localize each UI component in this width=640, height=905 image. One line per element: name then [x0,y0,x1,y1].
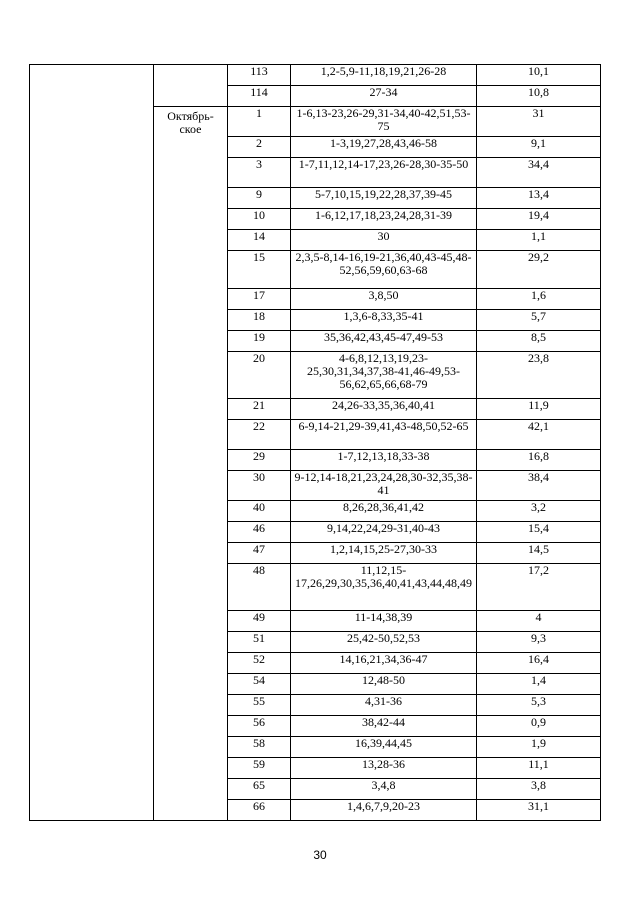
data-table [29,64,601,821]
plot-numbers-cell: 1-6,13-23,26-29,31-34,40-42,51,53-75 [291,107,477,137]
plot-numbers-cell: 1,2-5,9-11,18,19,21,26-28 [291,65,477,86]
block-number-cell: 47 [228,543,291,564]
block-number-cell: 30 [228,471,291,501]
page-number: 30 [313,848,327,862]
area-cell: 42,1 [477,420,601,450]
area-cell: 15,4 [477,522,601,543]
area-cell: 11,9 [477,399,601,420]
plot-numbers-cell: 25,42-50,52,53 [291,632,477,653]
area-cell: 9,3 [477,632,601,653]
area-cell: 17,2 [477,564,601,611]
block-number-cell: 14 [228,230,291,251]
block-number-cell: 48 [228,564,291,611]
plot-numbers-cell: 6-9,14-21,29-39,41,43-48,50,52-65 [291,420,477,450]
block-number-cell: 56 [228,716,291,737]
area-cell: 1,1 [477,230,601,251]
block-number-cell: 58 [228,737,291,758]
plot-numbers-cell: 1-7,11,12,14-17,23,26-28,30-35-50 [291,158,477,188]
block-number-cell: 40 [228,501,291,522]
area-cell: 9,1 [477,137,601,158]
empty-district-cell [30,65,154,821]
area-cell: 38,4 [477,471,601,501]
plot-numbers-cell: 30 [291,230,477,251]
block-number-cell: 2 [228,137,291,158]
block-number-cell: 18 [228,310,291,331]
area-cell: 1,9 [477,737,601,758]
block-number-cell: 17 [228,289,291,310]
plot-numbers-cell: 12,48-50 [291,674,477,695]
block-number-cell: 15 [228,251,291,289]
area-cell: 19,4 [477,209,601,230]
plot-numbers-cell: 1,2,14,15,25-27,30-33 [291,543,477,564]
plot-numbers-cell: 2,3,5-8,14-16,19-21,36,40,43-45,48-52,56,59,60,63-68 [291,251,477,289]
area-cell: 5,7 [477,310,601,331]
area-cell: 5,3 [477,695,601,716]
plot-numbers-cell: 14,16,21,34,36-47 [291,653,477,674]
settlement-name: Октябрь- ское [154,107,228,821]
area-cell: 4 [477,611,601,632]
plot-numbers-cell: 16,39,44,45 [291,737,477,758]
area-cell: 31 [477,107,601,137]
block-number-cell: 22 [228,420,291,450]
plot-numbers-cell: 3,4,8 [291,779,477,800]
block-number-cell: 55 [228,695,291,716]
block-number-cell: 54 [228,674,291,695]
block-number-cell: 10 [228,209,291,230]
block-number-cell: 29 [228,450,291,471]
block-number-cell: 46 [228,522,291,543]
area-cell: 1,4 [477,674,601,695]
area-cell: 16,8 [477,450,601,471]
block-number-cell: 49 [228,611,291,632]
block-number-cell: 65 [228,779,291,800]
plot-numbers-cell: 27-34 [291,86,477,107]
area-cell: 3,2 [477,501,601,522]
plot-numbers-cell: 35,36,42,43,45-47,49-53 [291,331,477,352]
block-number-cell: 20 [228,352,291,399]
plot-numbers-cell: 11,12,15-17,26,29,30,35,36,40,41,43,44,48,49 [291,564,477,611]
block-number-cell: 66 [228,800,291,821]
area-cell: 1,6 [477,289,601,310]
empty-settlement-cell [154,65,228,107]
area-cell: 23,8 [477,352,601,399]
plot-numbers-cell: 9,14,22,24,29-31,40-43 [291,522,477,543]
block-number-cell: 21 [228,399,291,420]
area-cell: 14,5 [477,543,601,564]
block-number-cell: 19 [228,331,291,352]
area-cell: 13,4 [477,188,601,209]
plot-numbers-cell: 1,4,6,7,9,20-23 [291,800,477,821]
block-number-cell: 51 [228,632,291,653]
area-cell: 31,1 [477,800,601,821]
area-cell: 16,4 [477,653,601,674]
plot-numbers-cell: 9-12,14-18,21,23,24,28,30-32,35,38-41 [291,471,477,501]
plot-numbers-cell: 13,28-36 [291,758,477,779]
area-cell: 10,8 [477,86,601,107]
plot-numbers-cell: 1-3,19,27,28,43,46-58 [291,137,477,158]
area-cell: 8,5 [477,331,601,352]
plot-numbers-cell: 4-6,8,12,13,19,23-25,30,31,34,37,38-41,46-49,53-56,62,65,66,68-79 [291,352,477,399]
area-cell: 29,2 [477,251,601,289]
table-row [30,65,601,86]
block-number-cell: 113 [228,65,291,86]
plot-numbers-cell: 1,3,6-8,33,35-41 [291,310,477,331]
block-number-cell: 59 [228,758,291,779]
plot-numbers-cell: 1-6,12,17,18,23,24,28,31-39 [291,209,477,230]
block-number-cell: 9 [228,188,291,209]
block-number-cell: 3 [228,158,291,188]
plot-numbers-cell: 1-7,12,13,18,33-38 [291,450,477,471]
plot-numbers-cell: 38,42-44 [291,716,477,737]
area-cell: 10,1 [477,65,601,86]
block-number-cell: 114 [228,86,291,107]
area-cell: 3,8 [477,779,601,800]
area-cell: 11,1 [477,758,601,779]
plot-numbers-cell: 24,26-33,35,36,40,41 [291,399,477,420]
area-cell: 0,9 [477,716,601,737]
plot-numbers-cell: 11-14,38,39 [291,611,477,632]
block-number-cell: 52 [228,653,291,674]
plot-numbers-cell: 3,8,50 [291,289,477,310]
area-cell: 34,4 [477,158,601,188]
plot-numbers-cell: 8,26,28,36,41,42 [291,501,477,522]
plot-numbers-cell: 5-7,10,15,19,22,28,37,39-45 [291,188,477,209]
block-number-cell: 1 [228,107,291,137]
plot-numbers-cell: 4,31-36 [291,695,477,716]
